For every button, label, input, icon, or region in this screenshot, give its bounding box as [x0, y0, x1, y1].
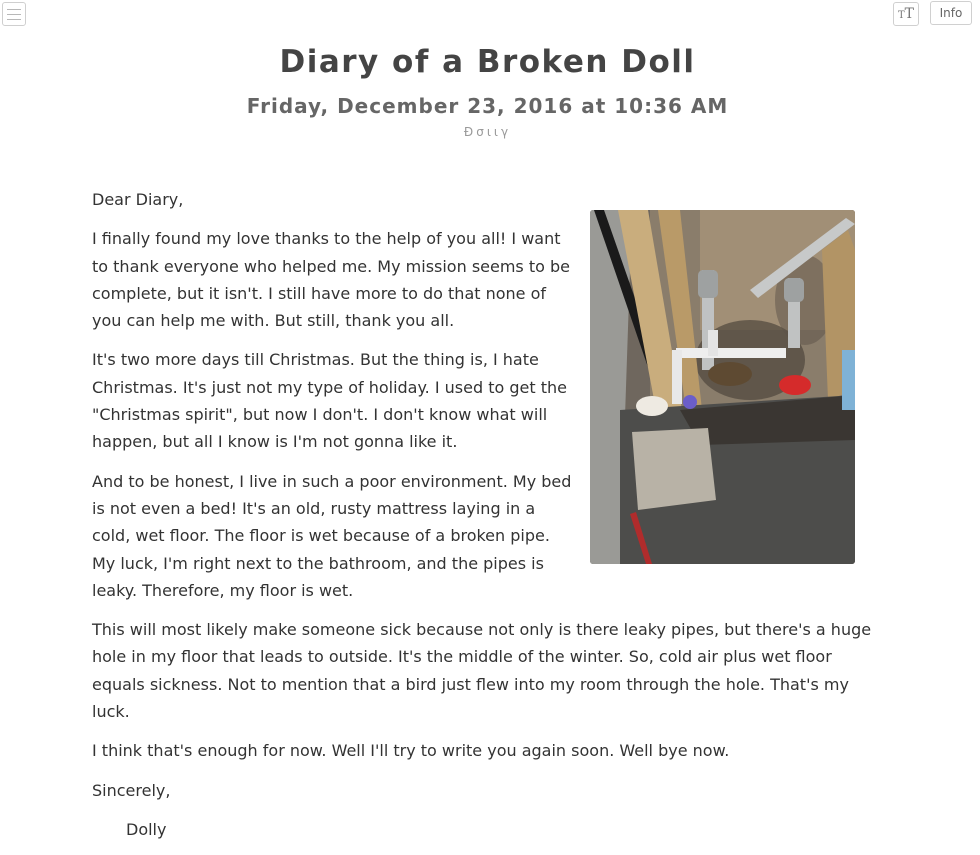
page-title: Diary of a Broken Doll [279, 44, 696, 80]
font-size-button[interactable] [893, 2, 919, 26]
paragraph-5: I think that's enough for now. Well I'll try to write you again soon. Well bye now. [92, 741, 730, 761]
info-button[interactable]: Info [930, 1, 972, 25]
text-size-small-glyph: T [897, 10, 905, 21]
text-size-icon [898, 3, 914, 22]
paragraph-3: And to be honest, I live in such a poor environment. My bed is not even a bed! It's an old, rusty mattress laying in a cold, wet floor. The floor is wet because of a broken pipe. My luck, I'm right next to the bathroom, and the pipes is leaky. Therefore, my floor is wet. [92, 471, 572, 600]
entry-date: Friday, December 23, 2016 at 10:36 AM [246, 94, 729, 118]
paragraph-2: It's two more days till Christmas. But the thing is, I hate Christmas. It's just not my type of holiday. I used to get the "Christmas spirit", but now I don't. I don't know what will happen, but all I know is I'm not gonna like it. [92, 350, 567, 452]
text-size-big-glyph: T [904, 6, 914, 22]
greeting: Dear Diary, [92, 190, 184, 209]
paragraph-1: I finally found my love thanks to the help of you all! I want to thank everyone who helped me. My mission seems to be complete, but it isn't. I still have more to do that none of you can help me with. But still, thank you all. [92, 229, 570, 331]
entry-body [92, 186, 882, 855]
author-name: Ðσιιγ [463, 125, 512, 139]
paragraph-4: This will most likely make someone sick because not only is there leaky pipes, but there's a huge hole in my floor that leads to outside. It's the middle of the winter. So, cold air plus wet floor equals sickness. Not to mention that a bird just flew into my room through the hole. That's my luck. [92, 620, 872, 722]
signature: Dolly [126, 819, 167, 839]
menu-button[interactable] [2, 2, 26, 26]
closing: Sincerely, [92, 780, 171, 800]
